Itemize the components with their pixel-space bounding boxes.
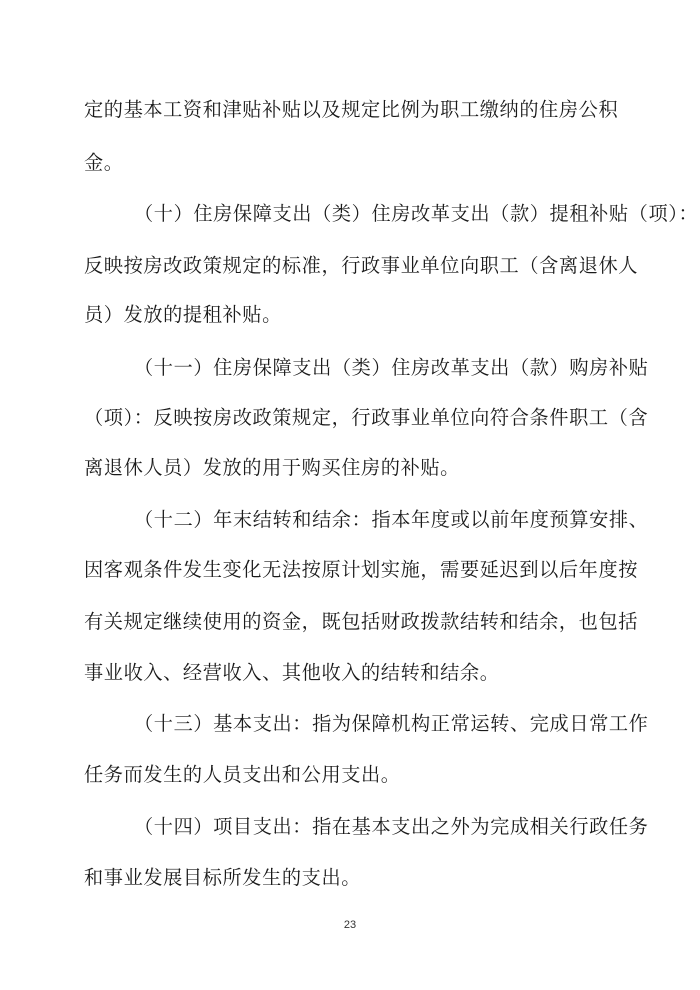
text-line: 事业收入、经营收入、其他收入的结转和结余。: [84, 661, 500, 684]
text-line: 离退休人员）发放的用于购买住房的补贴。: [84, 456, 460, 479]
text-line: 反映按房改政策规定的标准，行政事业单位向职工（含离退休人: [84, 254, 639, 277]
paragraph-first-line: （十二）年末结转和结余：指本年度或以前年度预算安排、: [134, 508, 649, 531]
paragraph-first-line: （十）住房保障支出（类）住房改革支出（款）提租补贴（项）：: [134, 202, 699, 225]
paragraph-first-line: （十一）住房保障支出（类）住房改革支出（款）购房补贴: [134, 356, 649, 379]
text-line: 金。: [84, 151, 124, 174]
text-line: 任务而发生的人员支出和公用支出。: [84, 763, 401, 786]
text-line: 定的基本工资和津贴补贴以及规定比例为职工缴纳的住房公积: [84, 98, 619, 121]
paragraph-first-line: （十三）基本支出：指为保障机构正常运转、完成日常工作: [134, 712, 649, 735]
text-line: 和事业发展目标所发生的支出。: [84, 866, 362, 889]
text-line: 员）发放的提租补贴。: [84, 303, 282, 326]
text-line: 因客观条件发生变化无法按原计划实施，需要延迟到以后年度按: [84, 558, 639, 581]
text-line: 有关规定继续使用的资金，既包括财政拨款结转和结余，也包括: [84, 610, 639, 633]
paragraph-first-line: （十四）项目支出：指在基本支出之外为完成相关行政任务: [134, 815, 649, 838]
page-number: 23: [343, 919, 357, 931]
text-line: （项）：反映按房改政策规定，行政事业单位向符合条件职工（含: [84, 406, 649, 429]
